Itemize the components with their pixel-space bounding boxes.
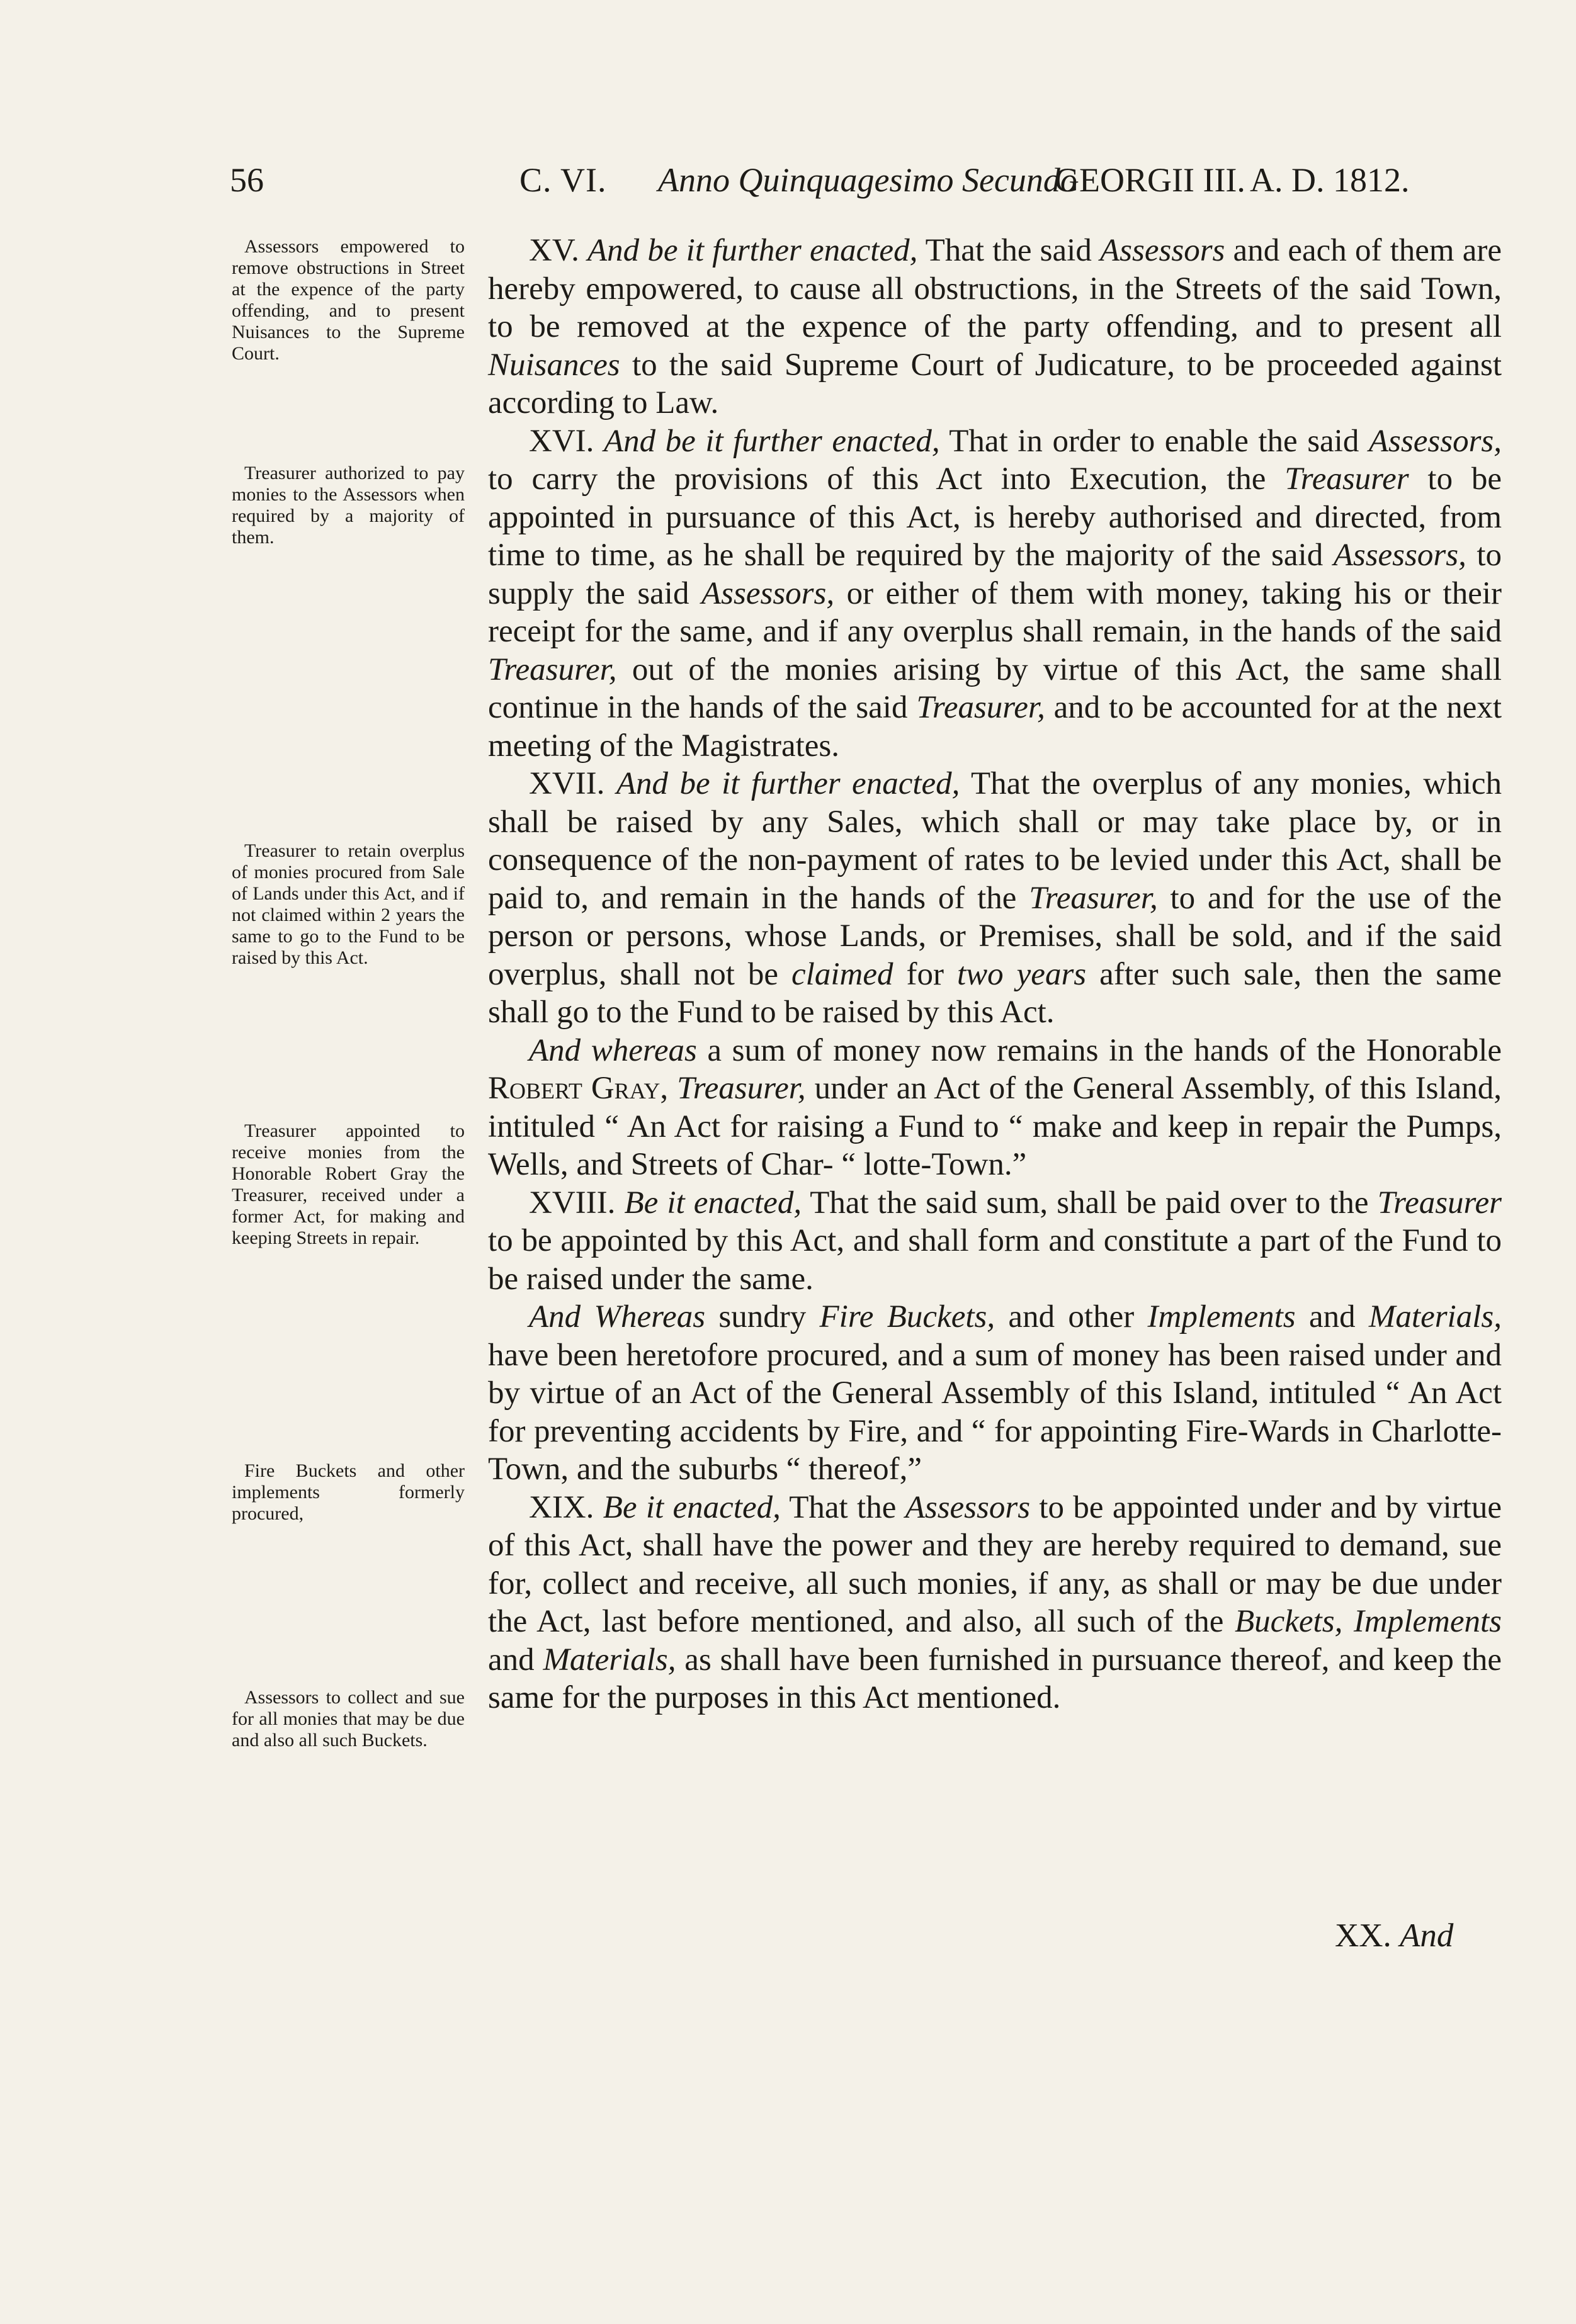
section-number: XVI. xyxy=(529,423,594,459)
whereas-clause: And whereas a sum of money now remains in the hands of the Honorable Robert Gray, Treasurer, under an Act of the General Assembly, of this Island, intituled “ An Act for raising a Fund to “ make and keep in repair the Pumps, Wells, and Streets of Char- “ lotte-Town.” xyxy=(488,1032,1502,1182)
margin-note: Treasurer to retain overplus of monies procured from Sale of Lands under this Act, and if not claimed within 2 years the same to go to the Fund to be raised by this Act. xyxy=(232,840,465,968)
page-number: 56 xyxy=(230,161,264,199)
margin-note: Treasurer appointed to receive monies from the Honorable Robert Gray the Treasurer, received under a former Act, for making and keeping Streets in repair. xyxy=(232,1120,465,1248)
regnal-year: Anno Quinquagesimo Secundo xyxy=(658,161,1077,199)
section-xvii: XVII. And be it further enacted, That the overplus of any monies, which shall be raised by any Sales, which shall or may take place by, or in consequence of the non-payment of rates to be levied under this Act, shall be paid to, and remain in the hands of the Treasurer, to and for the use of the person or persons, whose Lands, or Premises, shall be sold, and if the said overplus, shall not be claimed for two years after such sale, then the same shall go to the Fund to be raised by this Act. xyxy=(488,766,1502,1030)
whereas-clause: And Whereas sundry Fire Buckets, and other Implements and Materials, have been heretofore procured, and a sum of money has been raised under and by virtue of an Act of the General Assembly of this Island, intituled “ An Act for preventing accidents by Fire, and “ for appointing Fire-Wards in Charlotte-Town, and the suburbs “ thereof,” xyxy=(488,1299,1502,1487)
running-header xyxy=(224,161,1514,211)
section-xvi: XVI. And be it further enacted, That in order to enable the said Assessors, to carry the provisions of this Act into Execution, the Treasurer to be appointed in pursuance of this Act, is hereby authorised and directed, from time to time, as he shall be required by the majority of the said Assessors, to supply the said Assessors, or either of them with money, taking his or their receipt for the same, and if any overplus shall remain, in the hands of the said Treasurer, out of the monies arising by virtue of this Act, the same shall continue in the hands of the said Treasurer, and to be accounted for at the next meeting of the Magistrates. xyxy=(488,423,1502,764)
margin-note: Treasurer authorized to pay monies to the Assessors when required by a majority of them. xyxy=(232,463,465,548)
section-number: XIX. xyxy=(529,1489,594,1525)
year: A. D. 1812. xyxy=(1250,161,1410,199)
section-number: XVIII. xyxy=(529,1185,616,1221)
section-number: XVII. xyxy=(529,766,605,801)
section-xix: XIX. Be it enacted, That the Assessors to be appointed under and by virtue of this Act, shall have the power and they are hereby required to demand, sue for, collect and receive, all such monies, if any, as shall or may be due under the Act, last before mentioned, and also, all such of the Buckets, Implements and Materials, as shall have been furnished in pursuance thereof, and keep the same for the purposes in this Act mentioned. xyxy=(488,1489,1502,1715)
section-number: XV. xyxy=(529,233,579,268)
margin-note: Assessors to collect and sue for all monies that may be due and also all such Buckets. xyxy=(232,1687,465,1751)
margin-note: Assessors empowered to remove obstructions in Street at the expence of the party offending, and to present Nuisances to the Supreme Court. xyxy=(232,236,465,364)
monarch-name: GEORGII III. xyxy=(1055,161,1245,199)
section-xv: XV. And be it further enacted, That the said Assessors and each of them are hereby empowered, to cause all obstructions, in the Streets of the said Town, to be removed at the expence of the party offending, and to present all Nuisances to the said Supreme Court of Judicature, to be proceeded against according to Law. xyxy=(488,233,1502,420)
section-xviii: XVIII. Be it enacted, That the said sum, shall be paid over to the Treasurer to be appointed by this Act, and shall form and constitute a part of the Fund to be raised under the same. xyxy=(488,1185,1502,1297)
margin-note: Fire Buckets and other implements formerly procured, xyxy=(232,1460,465,1524)
catchword: XX. And xyxy=(1335,1917,1454,1954)
chapter-number: C. VI. xyxy=(519,161,607,199)
body-text xyxy=(488,232,1502,1717)
